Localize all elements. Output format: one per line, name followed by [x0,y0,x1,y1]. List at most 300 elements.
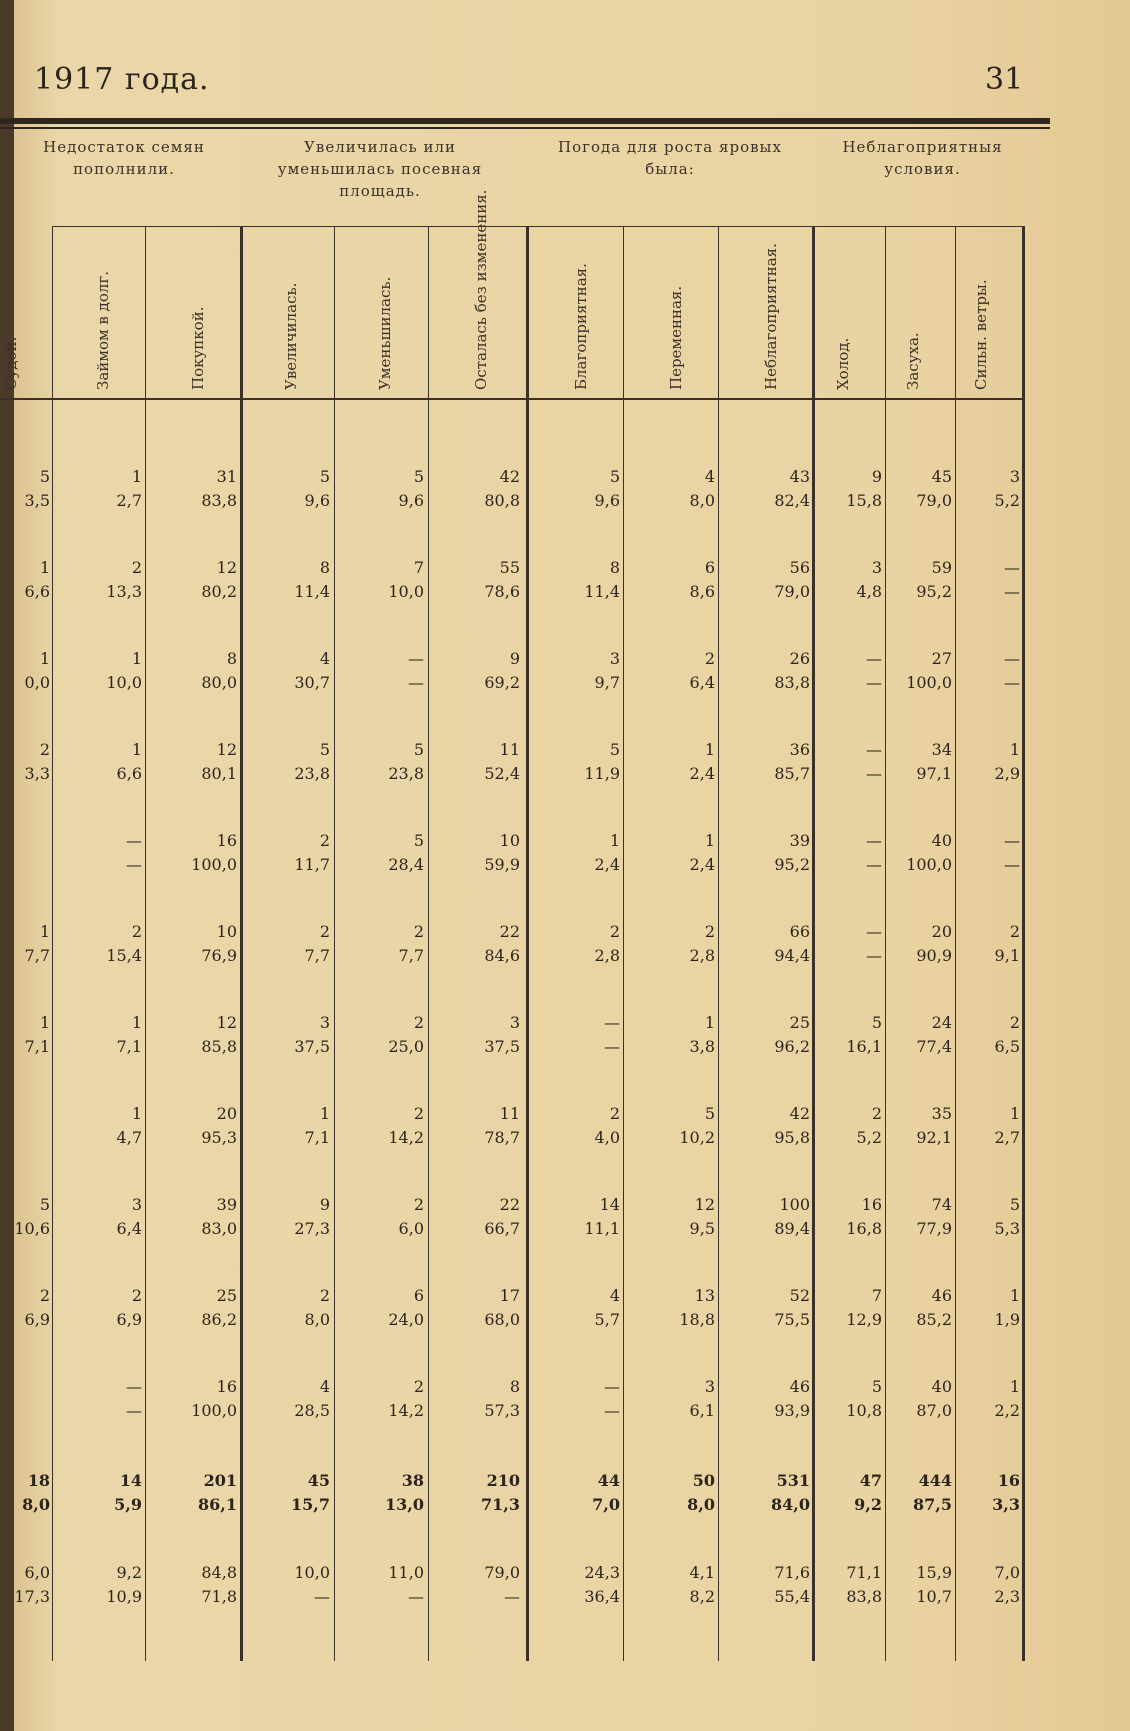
extra-cell-a: 9,2 [116,1563,142,1582]
table-cell-count: 26 [789,649,810,668]
table-cell-count: 1 [704,1013,715,1032]
extra-cell-b: 8,2 [689,1587,715,1606]
table-cell-count: — [866,740,882,759]
table-cell-count: 59 [931,558,952,577]
table-cell-percent: 2,9 [994,764,1020,783]
table-cell-count: 36 [789,740,810,759]
total-cell-count: 16 [997,1471,1020,1490]
table-cell-percent: 14,2 [388,1128,424,1147]
table-cell-count: 45 [931,467,952,486]
table-cell-count: 1 [39,1013,50,1032]
column-rule [145,226,146,1661]
table-cell-percent: 100,0 [906,855,952,874]
extra-cell-a: 11,0 [388,1563,424,1582]
extra-cell-a: 84,8 [201,1563,237,1582]
total-cell-count: 444 [918,1471,952,1490]
table-cell-percent: 97,1 [916,764,952,783]
table-cell-count: 12 [216,1013,237,1032]
table-cell-percent: 4,0 [594,1128,620,1147]
page-year-heading: 1917 года. [34,62,210,97]
table-cell-count: 1 [131,740,142,759]
column-header: Судой. [2,336,20,390]
extra-cell-a: 15,9 [916,1563,952,1582]
table-cell-count: 56 [789,558,810,577]
table-cell-count: 1 [704,831,715,850]
table-cell-percent: 92,1 [916,1128,952,1147]
column-rule [334,226,335,1661]
table-cell-count: 12 [216,740,237,759]
total-cell-count: 50 [692,1471,715,1490]
total-cell-percent: 8,0 [687,1495,715,1514]
table-cell-percent: 80,8 [484,491,520,510]
extra-cell-b: 10,7 [916,1587,952,1606]
table-cell-count: 3 [704,1377,715,1396]
table-cell-percent: 69,2 [484,673,520,692]
table-cell-count: 5 [39,467,50,486]
table-cell-count: 1 [131,1104,142,1123]
table-cell-percent: 79,0 [774,582,810,601]
extra-cell-a: 4,1 [689,1563,715,1582]
table-cell-count: 31 [216,467,237,486]
table-cell-count: 2 [704,922,715,941]
extra-cell-b: 36,4 [584,1587,620,1606]
table-cell-count: 7 [413,558,424,577]
table-cell-percent: 10,0 [388,582,424,601]
table-cell-count: 9 [871,467,882,486]
table-cell-percent: 7,7 [304,946,330,965]
extra-cell-b: 83,8 [846,1587,882,1606]
column-header: Холод. [834,337,852,390]
table-cell-count: 2 [413,1377,424,1396]
table-cell-count: 5 [1009,1195,1020,1214]
table-cell-percent: 86,2 [201,1310,237,1329]
table-cell-count: 9 [509,649,520,668]
table-cell-percent: 2,8 [689,946,715,965]
table-cell-percent: 80,1 [201,764,237,783]
table-cell-count: 5 [609,467,620,486]
table-cell-count: 1 [1009,1286,1020,1305]
table-cell-percent: 2,7 [116,491,142,510]
table-cell-count: 2 [704,649,715,668]
table-cell-percent: 78,6 [484,582,520,601]
table-cell-percent: 100,0 [191,1401,237,1420]
table-cell-percent: 57,3 [484,1401,520,1420]
table-cell-percent: 100,0 [906,673,952,692]
table-cell-count: 2 [319,831,330,850]
table-cell-percent: 30,7 [294,673,330,692]
table-cell-count: 16 [861,1195,882,1214]
table-cell-percent: 2,4 [689,855,715,874]
table-cell-percent: 11,9 [584,764,620,783]
table-cell-percent: 94,4 [774,946,810,965]
table-cell-count: 10 [216,922,237,941]
table-cell-count: 5 [319,740,330,759]
table-cell-percent: 7,1 [304,1128,330,1147]
table-cell-percent: 5,7 [594,1310,620,1329]
table-cell-count: 5 [413,467,424,486]
table-cell-percent: 6,0 [398,1219,424,1238]
total-cell-percent: 87,5 [913,1495,952,1514]
table-cell-count: — [1004,831,1020,850]
table-cell-percent: 52,4 [484,764,520,783]
table-cell-count: 4 [319,1377,330,1396]
table-cell-count: 42 [789,1104,810,1123]
table-cell-percent: 76,9 [201,946,237,965]
table-cell-count: 1 [39,649,50,668]
table-cell-count: 74 [931,1195,952,1214]
total-cell-percent: 3,3 [992,1495,1020,1514]
table-cell-percent: — [1004,582,1020,601]
table-cell-count: 25 [216,1286,237,1305]
total-cell-count: 44 [597,1471,620,1490]
table-cell-count: 1 [319,1104,330,1123]
table-cell-count: 2 [39,1286,50,1305]
table-cell-percent: 85,8 [201,1037,237,1056]
table-cell-count: 39 [216,1195,237,1214]
table-cell-count: 2 [413,1104,424,1123]
table-cell-percent: 10,6 [14,1219,50,1238]
table-cell-percent: 24,0 [388,1310,424,1329]
table-cell-percent: 3,3 [24,764,50,783]
table-cell-percent: 18,8 [679,1310,715,1329]
table-cell-count: 2 [39,740,50,759]
total-cell-count: 14 [119,1471,142,1490]
table-cell-percent: 27,3 [294,1219,330,1238]
table-cell-percent: 37,5 [484,1037,520,1056]
table-cell-count: 25 [789,1013,810,1032]
table-cell-count: 42 [499,467,520,486]
column-header: Уменьшилась. [376,276,394,390]
table-cell-count: 14 [599,1195,620,1214]
table-cell-count: 8 [609,558,620,577]
table-cell-count: 1 [131,467,142,486]
table-cell-count: 16 [216,831,237,850]
column-header: Осталась без изменения. [472,189,490,390]
table-cell-percent: 79,0 [916,491,952,510]
table-cell-count: 9 [319,1195,330,1214]
table-cell-percent: 82,4 [774,491,810,510]
table-cell-count: 52 [789,1286,810,1305]
table-cell-percent: 14,2 [388,1401,424,1420]
table-cell-percent: — [866,673,882,692]
table-cell-percent: 8,0 [689,491,715,510]
column-header: Увеличилась. [282,282,300,390]
table-cell-count: 3 [871,558,882,577]
table-cell-percent: 7,1 [116,1037,142,1056]
table-cell-percent: 95,2 [916,582,952,601]
column-header: Покупкой. [189,306,207,390]
column-header: Благоприятная. [572,263,590,390]
table-cell-percent: 7,7 [398,946,424,965]
top-rule-thin [0,127,1050,129]
table-cell-percent: 68,0 [484,1310,520,1329]
extra-cell-a: 71,6 [774,1563,810,1582]
table-cell-percent: 6,4 [689,673,715,692]
group-seed-shortage: Недостаток семян пополнили. [43,138,205,178]
table-cell-percent: 15,8 [846,491,882,510]
total-cell-count: 18 [27,1471,50,1490]
table-cell-count: 39 [789,831,810,850]
table-cell-count: 12 [694,1195,715,1214]
table-cell-percent: 95,2 [774,855,810,874]
table-cell-count: 11 [499,1104,520,1123]
table-cell-count: 34 [931,740,952,759]
table-cell-percent: 16,8 [846,1219,882,1238]
table-cell-count: 24 [931,1013,952,1032]
table-cell-percent: — [866,764,882,783]
table-cell-percent: 25,0 [388,1037,424,1056]
table-cell-percent: 3,5 [24,491,50,510]
table-cell-percent: 95,8 [774,1128,810,1147]
table-cell-percent: 10,2 [679,1128,715,1147]
table-cell-count: 20 [216,1104,237,1123]
table-cell-count: 1 [131,649,142,668]
table-cell-count: 66 [789,922,810,941]
table-cell-percent: — [126,855,142,874]
column-header: Засуха. [904,332,922,390]
extra-cell-b: — [504,1587,520,1606]
total-cell-count: 531 [776,1471,810,1490]
total-cell-percent: 5,9 [114,1495,142,1514]
table-cell-count: 5 [39,1195,50,1214]
table-cell-percent: 6,4 [116,1219,142,1238]
table-cell-count: 55 [499,558,520,577]
page-number: 31 [985,62,1024,97]
table-cell-count: 8 [509,1377,520,1396]
table-cell-count: 2 [609,1104,620,1123]
table-cell-percent: 8,6 [689,582,715,601]
table-cell-percent: 7,1 [24,1037,50,1056]
table-cell-count: 3 [509,1013,520,1032]
column-rule [428,226,429,1661]
table-cell-percent: 0,0 [24,673,50,692]
table-cell-percent: 11,4 [584,582,620,601]
table-cell-percent: — [408,673,424,692]
table-cell-percent: 11,7 [294,855,330,874]
total-cell-count: 45 [307,1471,330,1490]
total-cell-count: 201 [203,1471,237,1490]
top-rule [0,118,1050,124]
table-cell-percent: 89,4 [774,1219,810,1238]
table-cell-count: 2 [413,1195,424,1214]
total-cell-percent: 84,0 [771,1495,810,1514]
table-cell-count: 1 [704,740,715,759]
table-cell-count: 5 [871,1013,882,1032]
table-cell-percent: 28,4 [388,855,424,874]
table-cell-percent: 6,9 [116,1310,142,1329]
table-cell-count: 5 [704,1104,715,1123]
table-cell-percent: 23,8 [388,764,424,783]
table-cell-count: 100 [779,1195,810,1214]
table-cell-percent: 6,6 [116,764,142,783]
table-cell-count: — [126,831,142,850]
total-cell-percent: 13,0 [385,1495,424,1514]
table-cell-percent: — [1004,855,1020,874]
table-cell-percent: 5,2 [856,1128,882,1147]
column-rule [526,226,529,1661]
table-cell-percent: 23,8 [294,764,330,783]
extra-cell-b: 17,3 [14,1587,50,1606]
table-cell-percent: 85,2 [916,1310,952,1329]
table-cell-count: 43 [789,467,810,486]
table-cell-percent: 5,3 [994,1219,1020,1238]
table-cell-percent: 9,6 [594,491,620,510]
table-cell-count: 5 [413,831,424,850]
table-cell-count: 1 [1009,740,1020,759]
table-cell-count: 2 [413,1013,424,1032]
table-cell-count: 3 [319,1013,330,1032]
table-cell-count: 1 [39,558,50,577]
extra-cell-b: 55,4 [774,1587,810,1606]
table-cell-percent: 10,0 [106,673,142,692]
table-cell-percent: 78,7 [484,1128,520,1147]
table-cell-percent: 37,5 [294,1037,330,1056]
table-cell-percent: — [126,1401,142,1420]
table-cell-percent: 3,8 [689,1037,715,1056]
column-rule [623,226,624,1661]
table-cell-percent: — [866,946,882,965]
table-cell-count: 22 [499,922,520,941]
table-cell-percent: 84,6 [484,946,520,965]
table-cell-percent: 9,1 [994,946,1020,965]
table-cell-count: — [866,649,882,668]
extra-cell-a: 79,0 [484,1563,520,1582]
table-cell-percent: 10,8 [846,1401,882,1420]
table-cell-percent: 2,7 [994,1128,1020,1147]
table-cell-count: 16 [216,1377,237,1396]
table-cell-count: 40 [931,1377,952,1396]
column-header: Сильн. ветры. [972,279,990,390]
table-cell-percent: 13,3 [106,582,142,601]
column-rule [240,226,243,1661]
group-sown-area: Увеличилась или уменьшилась посевная площадь. [277,138,483,200]
extra-cell-a: 6,0 [24,1563,50,1582]
table-cell-count: — [1004,649,1020,668]
table-cell-count: 5 [609,740,620,759]
table-cell-count: 4 [319,649,330,668]
column-header: Неблагоприятная. [762,243,780,390]
table-cell-percent: 28,5 [294,1401,330,1420]
table-cell-percent: 77,9 [916,1219,952,1238]
table-cell-percent: — [1004,673,1020,692]
table-cell-count: — [408,649,424,668]
table-cell-count: 5 [319,467,330,486]
table-cell-percent: 100,0 [191,855,237,874]
table-cell-count: 7 [871,1286,882,1305]
group-adverse-conditions: Неблагоприятныя условия. [842,138,1003,178]
table-cell-count: 17 [499,1286,520,1305]
extra-cell-b: 71,8 [201,1587,237,1606]
table-cell-percent: 77,4 [916,1037,952,1056]
table-cell-count: 3 [131,1195,142,1214]
table-cell-count: 2 [131,922,142,941]
table-cell-percent: 85,7 [774,764,810,783]
table-cell-percent: 9,6 [398,491,424,510]
table-cell-percent: 9,6 [304,491,330,510]
table-cell-count: 1 [609,831,620,850]
table-cell-percent: — [604,1037,620,1056]
table-cell-percent: 4,7 [116,1128,142,1147]
table-cell-percent: 6,6 [24,582,50,601]
table-cell-percent: 83,0 [201,1219,237,1238]
total-cell-percent: 9,2 [854,1495,882,1514]
table-cell-percent: 83,8 [201,491,237,510]
total-cell-percent: 86,1 [198,1495,237,1514]
table-cell-percent: 1,9 [994,1310,1020,1329]
table-cell-count: 3 [609,649,620,668]
total-cell-percent: 7,0 [592,1495,620,1514]
total-cell-percent: 8,0 [22,1495,50,1514]
table-cell-count: — [126,1377,142,1396]
total-cell-count: 210 [486,1471,520,1490]
table-cell-percent: 15,4 [106,946,142,965]
table-cell-count: — [604,1013,620,1032]
table-cell-percent: 16,1 [846,1037,882,1056]
table-cell-count: 4 [609,1286,620,1305]
column-header: Переменная. [667,285,685,390]
table-cell-count: 8 [226,649,237,668]
total-cell-percent: 71,3 [481,1495,520,1514]
extra-cell-b: — [314,1587,330,1606]
extra-cell-b: — [408,1587,424,1606]
table-cell-percent: 95,3 [201,1128,237,1147]
table-cell-count: 20 [931,922,952,941]
header-divider [52,226,1022,227]
table-cell-count: 5 [413,740,424,759]
table-cell-percent: 8,0 [304,1310,330,1329]
table-cell-percent: 96,2 [774,1037,810,1056]
column-rule [1022,226,1025,1661]
table-cell-count: 22 [499,1195,520,1214]
table-cell-count: — [1004,558,1020,577]
group-weather: Погода для роста яровых была: [558,138,782,178]
table-cell-count: 2 [131,558,142,577]
table-cell-percent: 6,9 [24,1310,50,1329]
extra-cell-b: 2,3 [994,1587,1020,1606]
table-cell-count: 2 [319,1286,330,1305]
table-cell-count: 1 [131,1013,142,1032]
table-cell-count: 1 [39,922,50,941]
table-cell-percent: 80,2 [201,582,237,601]
column-rule [52,226,53,1661]
table-cell-count: 4 [704,467,715,486]
table-cell-count: — [866,922,882,941]
table-cell-percent: — [866,855,882,874]
table-cell-count: — [604,1377,620,1396]
table-cell-count: 5 [871,1377,882,1396]
table-cell-count: 3 [1009,467,1020,486]
table-cell-count: 40 [931,831,952,850]
table-cell-percent: 2,4 [594,855,620,874]
table-cell-percent: 90,9 [916,946,952,965]
table-cell-percent: 6,5 [994,1037,1020,1056]
table-cell-count: 13 [694,1286,715,1305]
column-rule [718,226,719,1661]
header-bottom-rule [0,398,1022,400]
column-header: Займом в долг. [94,270,112,390]
table-cell-count: 35 [931,1104,952,1123]
table-cell-count: 6 [704,558,715,577]
table-cell-count: 8 [319,558,330,577]
extra-cell-b: 10,9 [106,1587,142,1606]
table-cell-percent: 11,1 [584,1219,620,1238]
table-cell-percent: 75,5 [774,1310,810,1329]
extra-cell-a: 7,0 [994,1563,1020,1582]
table-cell-percent: 6,1 [689,1401,715,1420]
table-cell-count: 46 [789,1377,810,1396]
table-cell-percent: 93,9 [774,1401,810,1420]
table-cell-percent: 12,9 [846,1310,882,1329]
